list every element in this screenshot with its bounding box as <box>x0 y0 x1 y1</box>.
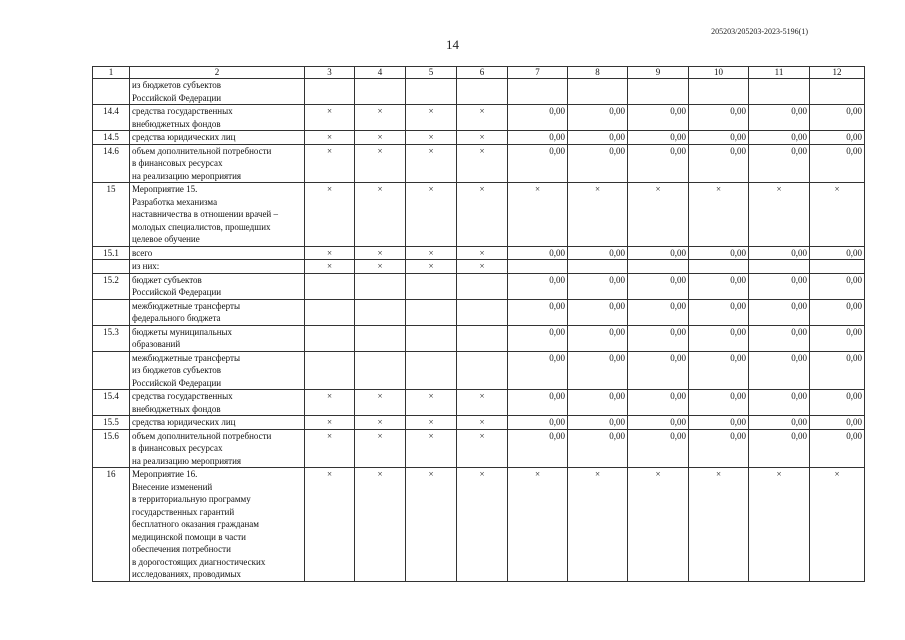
table-cell: × <box>305 131 355 145</box>
table-row <box>93 246 865 260</box>
table-cell: 0,00 <box>810 131 865 145</box>
table-cell: 0,00 <box>568 351 628 390</box>
row-number: 16 <box>93 468 130 582</box>
row-number: 14.4 <box>93 105 130 131</box>
table-row <box>93 299 865 325</box>
table-row <box>93 105 865 131</box>
row-number: 14.6 <box>93 144 130 183</box>
table-cell <box>457 273 508 299</box>
table-cell <box>689 79 749 105</box>
table-cell: × <box>406 429 457 468</box>
table-cell <box>355 273 406 299</box>
table-cell: × <box>568 183 628 247</box>
row-description: бюджет субъектов Российской Федерации <box>130 273 305 299</box>
column-header-4: 4 <box>355 67 406 79</box>
table-cell: 0,00 <box>628 246 689 260</box>
table-cell <box>568 79 628 105</box>
row-number <box>93 260 130 274</box>
column-header-12: 12 <box>810 67 865 79</box>
table-cell <box>406 273 457 299</box>
column-header-3: 3 <box>305 67 355 79</box>
table-cell: × <box>305 144 355 183</box>
column-header-2: 2 <box>130 67 305 79</box>
table-row <box>93 131 865 145</box>
table-cell: × <box>406 131 457 145</box>
row-description: Мероприятие 16. Внесение изменений в территориальную программу государственных гарантий бесплатного оказания гражданам медицинской помощи в части обеспечения потребности в дорогостоящих диагностических исследованиях, проводимых <box>130 468 305 582</box>
table-cell: 0,00 <box>628 429 689 468</box>
table-cell: 0,00 <box>568 416 628 430</box>
table-cell: × <box>457 390 508 416</box>
table-cell: × <box>355 183 406 247</box>
table-cell: × <box>305 468 355 582</box>
table-cell: 0,00 <box>568 390 628 416</box>
table-cell: 0,00 <box>810 105 865 131</box>
table-cell: × <box>457 144 508 183</box>
table-cell: 0,00 <box>749 429 810 468</box>
row-description: средства государственных внебюджетных фондов <box>130 390 305 416</box>
table-row <box>93 351 865 390</box>
table-cell: 0,00 <box>508 390 568 416</box>
table-cell: 0,00 <box>628 105 689 131</box>
table-cell: 0,00 <box>810 325 865 351</box>
table-cell: 0,00 <box>568 105 628 131</box>
row-number: 14.5 <box>93 131 130 145</box>
table-cell: × <box>305 429 355 468</box>
table-cell: 0,00 <box>508 105 568 131</box>
table-cell: × <box>406 183 457 247</box>
row-description: из бюджетов субъектов Российской Федерации <box>130 79 305 105</box>
table-cell: × <box>406 468 457 582</box>
row-number: 15.3 <box>93 325 130 351</box>
table-cell: × <box>749 183 810 247</box>
table-cell: 0,00 <box>810 246 865 260</box>
table-cell: × <box>457 468 508 582</box>
table-cell: 0,00 <box>628 351 689 390</box>
table-cell: 0,00 <box>508 351 568 390</box>
page-number: 14 <box>446 37 459 52</box>
column-header-9: 9 <box>628 67 689 79</box>
table-cell: × <box>689 468 749 582</box>
table-cell: × <box>406 260 457 274</box>
table-cell: 0,00 <box>689 429 749 468</box>
table-cell <box>406 299 457 325</box>
table-cell <box>749 79 810 105</box>
table-row <box>93 468 865 582</box>
table-cell: × <box>355 105 406 131</box>
table-cell: × <box>305 246 355 260</box>
row-description: из них: <box>130 260 305 274</box>
table-cell <box>406 79 457 105</box>
table-cell <box>689 260 749 274</box>
table-cell: 0,00 <box>508 246 568 260</box>
table-cell: × <box>508 468 568 582</box>
table-cell <box>457 325 508 351</box>
row-number <box>93 79 130 105</box>
table-cell: 0,00 <box>749 144 810 183</box>
row-number: 15.2 <box>93 273 130 299</box>
table-row <box>93 390 865 416</box>
table-cell: × <box>689 183 749 247</box>
table-cell <box>457 79 508 105</box>
table-cell: × <box>508 183 568 247</box>
row-description: объем дополнительной потребности в финансовых ресурсах на реализацию мероприятия <box>130 429 305 468</box>
table-cell: × <box>305 183 355 247</box>
column-header-7: 7 <box>508 67 568 79</box>
row-number: 15 <box>93 183 130 247</box>
row-number: 15.4 <box>93 390 130 416</box>
table-cell <box>305 325 355 351</box>
table-cell: 0,00 <box>749 273 810 299</box>
table-cell: 0,00 <box>508 325 568 351</box>
table-cell: 0,00 <box>628 144 689 183</box>
table-cell: 0,00 <box>689 131 749 145</box>
table-cell <box>355 351 406 390</box>
table-cell: 0,00 <box>749 351 810 390</box>
table-cell <box>305 273 355 299</box>
table-cell: × <box>457 183 508 247</box>
table-cell: × <box>355 246 406 260</box>
table-cell: 0,00 <box>568 273 628 299</box>
row-description: средства государственных внебюджетных фондов <box>130 105 305 131</box>
table-cell: 0,00 <box>628 273 689 299</box>
table-cell: 0,00 <box>689 105 749 131</box>
table-cell: 0,00 <box>628 390 689 416</box>
table-cell: 0,00 <box>749 299 810 325</box>
table-cell <box>628 79 689 105</box>
table-cell <box>355 79 406 105</box>
row-description: межбюджетные трансферты из бюджетов субъектов Российской Федерации <box>130 351 305 390</box>
table-header-row <box>93 67 865 79</box>
table-cell: 0,00 <box>689 144 749 183</box>
table-cell: × <box>628 468 689 582</box>
row-description: средства юридических лиц <box>130 416 305 430</box>
row-description: Мероприятие 15. Разработка механизма наставничества в отношении врачей – молодых специалистов, прошедших целевое обучение <box>130 183 305 247</box>
table-cell: 0,00 <box>689 351 749 390</box>
table-cell: 0,00 <box>568 144 628 183</box>
table-cell <box>305 351 355 390</box>
row-description: бюджеты муниципальных образований <box>130 325 305 351</box>
table-cell: 0,00 <box>810 273 865 299</box>
table-cell: 0,00 <box>749 416 810 430</box>
table-cell: × <box>406 390 457 416</box>
table-cell: 0,00 <box>689 416 749 430</box>
table-cell: 0,00 <box>508 429 568 468</box>
table-cell <box>457 351 508 390</box>
column-header-10: 10 <box>689 67 749 79</box>
table-cell: 0,00 <box>810 299 865 325</box>
table-cell: 0,00 <box>689 325 749 351</box>
table-cell: 0,00 <box>749 246 810 260</box>
table-cell: × <box>355 144 406 183</box>
table-row <box>93 260 865 274</box>
table-cell <box>508 260 568 274</box>
table-cell <box>810 79 865 105</box>
table-cell: × <box>355 260 406 274</box>
table-cell: 0,00 <box>810 351 865 390</box>
table-cell: 0,00 <box>689 299 749 325</box>
row-number <box>93 299 130 325</box>
table-row <box>93 416 865 430</box>
table-cell: 0,00 <box>810 390 865 416</box>
table-cell: 0,00 <box>508 416 568 430</box>
table-row <box>93 183 865 247</box>
table-cell <box>305 299 355 325</box>
row-description: всего <box>130 246 305 260</box>
table-cell: × <box>749 468 810 582</box>
table-cell: 0,00 <box>568 429 628 468</box>
column-header-5: 5 <box>406 67 457 79</box>
column-header-11: 11 <box>749 67 810 79</box>
table-row <box>93 273 865 299</box>
table-cell: × <box>305 390 355 416</box>
table-cell: 0,00 <box>628 299 689 325</box>
table-cell: 0,00 <box>568 131 628 145</box>
row-description: средства юридических лиц <box>130 131 305 145</box>
table-cell <box>749 260 810 274</box>
table-cell: 0,00 <box>508 131 568 145</box>
table-cell: × <box>406 246 457 260</box>
table-cell: × <box>355 468 406 582</box>
table-cell: 0,00 <box>628 416 689 430</box>
table-cell <box>355 299 406 325</box>
table-cell <box>810 260 865 274</box>
table-cell: × <box>810 183 865 247</box>
budget-table <box>92 66 865 582</box>
table-cell <box>628 260 689 274</box>
table-cell: 0,00 <box>508 273 568 299</box>
table-cell: 0,00 <box>508 299 568 325</box>
table-cell: 0,00 <box>628 131 689 145</box>
table-cell: 0,00 <box>689 390 749 416</box>
table-cell: × <box>305 416 355 430</box>
table-row <box>93 429 865 468</box>
table-cell <box>406 351 457 390</box>
table-row <box>93 79 865 105</box>
column-header-8: 8 <box>568 67 628 79</box>
table-cell: × <box>355 390 406 416</box>
table-cell: × <box>628 183 689 247</box>
row-number: 15.1 <box>93 246 130 260</box>
table-cell: 0,00 <box>628 325 689 351</box>
table-cell: 0,00 <box>568 325 628 351</box>
document-id: 205203/205203-2023-5196(1) <box>711 27 808 36</box>
table-cell: 0,00 <box>568 246 628 260</box>
row-description: объем дополнительной потребности в финансовых ресурсах на реализацию мероприятия <box>130 144 305 183</box>
table-cell: 0,00 <box>568 299 628 325</box>
table-cell <box>305 79 355 105</box>
table-cell: × <box>305 260 355 274</box>
row-description: межбюджетные трансферты федерального бюджета <box>130 299 305 325</box>
table-cell: × <box>355 416 406 430</box>
table-cell: × <box>355 131 406 145</box>
table-row <box>93 144 865 183</box>
table-cell <box>355 325 406 351</box>
row-number: 15.5 <box>93 416 130 430</box>
table-cell: × <box>457 246 508 260</box>
table-cell: 0,00 <box>810 429 865 468</box>
table-cell: × <box>406 416 457 430</box>
table-cell <box>457 299 508 325</box>
table-cell: × <box>457 105 508 131</box>
table-cell: 0,00 <box>689 246 749 260</box>
table-cell: 0,00 <box>810 416 865 430</box>
table-cell: 0,00 <box>749 105 810 131</box>
column-header-6: 6 <box>457 67 508 79</box>
table-row <box>93 325 865 351</box>
table-cell <box>568 260 628 274</box>
table-cell: × <box>457 429 508 468</box>
column-header-1: 1 <box>93 67 130 79</box>
table-cell: 0,00 <box>508 144 568 183</box>
table-cell: × <box>406 105 457 131</box>
table-cell: × <box>355 429 406 468</box>
table-cell: × <box>457 131 508 145</box>
table-cell: × <box>305 105 355 131</box>
table-cell: 0,00 <box>749 390 810 416</box>
table-cell <box>508 79 568 105</box>
table-cell: × <box>457 260 508 274</box>
table-cell: 0,00 <box>749 325 810 351</box>
table-cell: 0,00 <box>749 131 810 145</box>
table-cell: × <box>568 468 628 582</box>
table-cell: × <box>810 468 865 582</box>
table-cell: × <box>457 416 508 430</box>
row-number <box>93 351 130 390</box>
table-cell: × <box>406 144 457 183</box>
table-cell: 0,00 <box>810 144 865 183</box>
row-number: 15.6 <box>93 429 130 468</box>
table-cell: 0,00 <box>689 273 749 299</box>
table-cell <box>406 325 457 351</box>
